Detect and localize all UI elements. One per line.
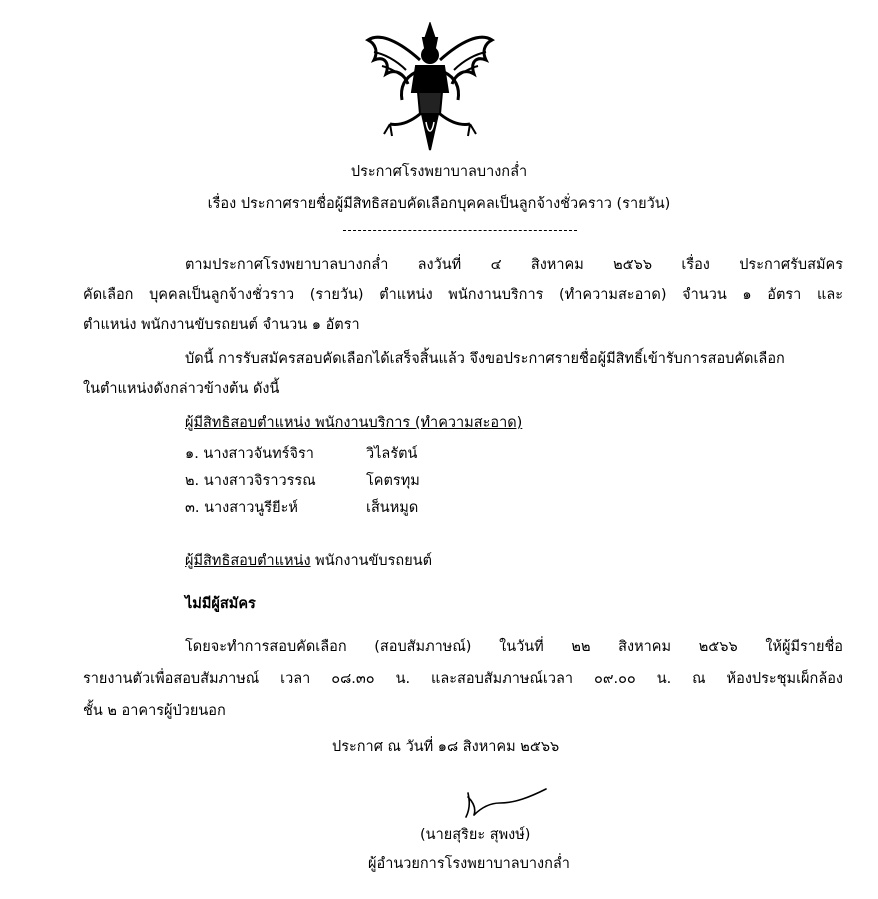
para2-line1: บัดนี้ การรับสมัครสอบคัดเลือกได้เสร็จสิ้นแล้ว จึงขอประกาศรายชื่อผู้มีสิทธิ์เข้ารับการสอบคัดเลือก — [185, 351, 785, 367]
section2-heading-position: พนักงานขับรถยนต์ — [310, 553, 433, 569]
candidate-3-name: ๓. นางสาวนูรียีะห์ — [185, 500, 298, 516]
candidate-3-surname: เส็นหมูด — [366, 500, 419, 516]
title-divider — [343, 230, 577, 231]
handwritten-signature-icon — [460, 783, 550, 821]
para1-line3: ตำแหน่ง พนักงานขับรถยนต์ จำนวน ๑ อัตรา — [83, 317, 360, 333]
candidate-2-name: ๒. นางสาวจิราวรรณ — [185, 473, 316, 489]
section2-heading-label: ผู้มีสิทธิสอบตำแหน่ง — [185, 553, 311, 569]
para3-line3: ชั้น ๒ อาคารผู้ป่วยนอก — [83, 703, 226, 719]
candidate-1-surname: วิไลรัตน์ — [366, 446, 418, 462]
section1-heading: ผู้มีสิทธิสอบตำแหน่ง พนักงานบริการ (ทำความสะอาด) — [185, 415, 523, 431]
announcement-date: ประกาศ ณ วันที่ ๑๘ สิงหาคม ๒๕๖๖ — [332, 739, 560, 755]
para3-line1: โดยจะทำการสอบคัดเลือก (สอบสัมภาษณ์) ในวันที่ ๒๒ สิงหาคม ๒๕๖๖ ให้ผู้มีรายชื่อ — [185, 639, 843, 655]
para3-line2: รายงานตัวเพื่อสอบสัมภาษณ์ เวลา ๐๘.๓๐ น. และสอบสัมภาษณ์เวลา ๐๙.๐๐ น. ณ ห้องประชุมเผ็กล้อง — [83, 671, 843, 687]
announcement-title: ประกาศโรงพยาบาลบางกล่ำ — [350, 164, 528, 180]
no-applicants-note: ไม่มีผู้สมัคร — [185, 596, 256, 612]
para1-line1: ตามประกาศโรงพยาบาลบางกล่ำ ลงวันที่ ๔ สิงหาคม ๒๕๖๖ เรื่อง ประกาศรับสมัคร — [185, 257, 843, 273]
announcement-subject: เรื่อง ประกาศรายชื่อผู้มีสิทธิสอบคัดเลือกบุคคลเป็นลูกจ้างชั่วคราว (รายวัน) — [207, 196, 671, 212]
para2-line2: ในตำแหน่งดังกล่าวข้างต้น ดังนี้ — [83, 381, 280, 397]
signer-title: ผู้อำนวยการโรงพยาบาลบางกล่ำ — [368, 856, 570, 872]
para1-line2: คัดเลือก บุคคลเป็นลูกจ้างชั่วราว (รายวัน) ตำแหน่ง พนักงานบริการ (ทำความสะอาด) จำนวน ๑ อัตรา และ — [83, 287, 843, 303]
candidate-1-name: ๑. นางสาวจันทร์จิรา — [185, 446, 314, 462]
candidate-2-surname: โคตรทุม — [366, 473, 420, 489]
signer-name: (นายสุริยะ สุพงษ์) — [420, 827, 531, 843]
garuda-emblem-icon — [360, 22, 500, 152]
section2-heading — [185, 554, 432, 569]
